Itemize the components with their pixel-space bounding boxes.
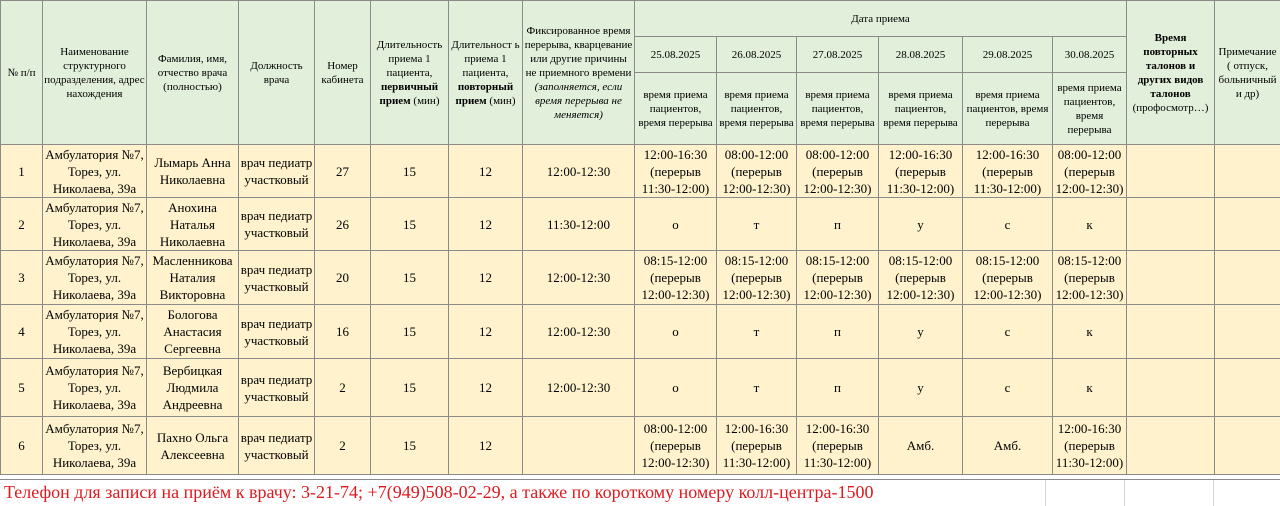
repeat-talons-bold: Время повторных талонов и других видов талонов: [1138, 32, 1204, 100]
cell-duration-repeat: 12: [449, 145, 523, 198]
cell-note: [1215, 417, 1280, 475]
cell-duration-first: 15: [371, 251, 449, 305]
cell-cabinet: 26: [315, 198, 371, 251]
cell-day-schedule: о: [635, 359, 717, 417]
cell-duration-first: 15: [371, 417, 449, 475]
cell-note: [1215, 305, 1280, 359]
cell-day-schedule: к: [1053, 198, 1127, 251]
duration-repeat-bold: повторный прием: [456, 81, 514, 107]
cell-subdivision: Амбулатория №7, Торез, ул. Николаева, 39а: [43, 359, 147, 417]
cell-day-schedule: 08:00-12:00 (перерыв 12:00-12:30): [635, 417, 717, 475]
cell-day-schedule: 08:00-12:00 (перерыв 12:00-12:30): [717, 145, 797, 198]
header-date-sub: время приема пациентов, время перерыва: [1053, 73, 1127, 145]
cell-break: 12:00-12:30: [523, 251, 635, 305]
break-main-text: Фиксированное время перерыва, кварцевание или другие причины не приемного времени: [525, 25, 633, 79]
cell-divider: [1213, 480, 1214, 506]
cell-day-schedule: у: [879, 198, 963, 251]
cell-day-schedule: с: [963, 359, 1053, 417]
cell-doctor-name: Пахно Ольга Алексеевна: [147, 417, 239, 475]
header-date-sub: время приема пациентов, время перерыва: [963, 73, 1053, 145]
cell-duration-repeat: 12: [449, 417, 523, 475]
cell-duration-repeat: 12: [449, 305, 523, 359]
cell-position: врач педиатр участковый: [239, 359, 315, 417]
cell-day-schedule: т: [717, 359, 797, 417]
cell-day-schedule: 08:15-12:00 (перерыв 12:00-12:30): [635, 251, 717, 305]
cell-note: [1215, 359, 1280, 417]
table-row: [1, 305, 1280, 359]
cell-doctor-name: Масленникова Наталия Викторовна: [147, 251, 239, 305]
table-row: [1, 359, 1280, 417]
duration-first-text: Длительность приема 1 пациента,: [377, 39, 442, 79]
repeat-talons-extra: (профосмотр…): [1133, 102, 1209, 114]
cell-cabinet: 27: [315, 145, 371, 198]
cell-day-schedule: Амб.: [879, 417, 963, 475]
header-position: Должность врача: [239, 1, 315, 145]
cell-num: 6: [1, 417, 43, 475]
header-cabinet: Номер кабинета: [315, 1, 371, 145]
cell-day-schedule: 12:00-16:30 (перерыв 11:30-12:00): [797, 417, 879, 475]
cell-num: 4: [1, 305, 43, 359]
cell-subdivision: Амбулатория №7, Торез, ул. Николаева, 39а: [43, 305, 147, 359]
cell-duration-first: 15: [371, 305, 449, 359]
header-date: 27.08.2025: [797, 37, 879, 73]
cell-doctor-name: Бологова Анастасия Сергеевна: [147, 305, 239, 359]
cell-day-schedule: т: [717, 305, 797, 359]
cell-day-schedule: п: [797, 359, 879, 417]
cell-num: 1: [1, 145, 43, 198]
cell-divider: [1045, 480, 1046, 506]
cell-break: 12:00-12:30: [523, 305, 635, 359]
cell-day-schedule: 08:15-12:00 (перерыв 12:00-12:30): [879, 251, 963, 305]
cell-position: врач педиатр участковый: [239, 198, 315, 251]
cell-subdivision: Амбулатория №7, Торез, ул. Николаева, 39а: [43, 198, 147, 251]
cell-day-schedule: у: [879, 359, 963, 417]
header-date-sub: время приема пациентов, время перерыва: [717, 73, 797, 145]
cell-duration-first: 15: [371, 198, 449, 251]
cell-day-schedule: 08:15-12:00 (перерыв 12:00-12:30): [1053, 251, 1127, 305]
header-date-sub: время приема пациентов, время перерыва: [635, 73, 717, 145]
header-duration-first: [371, 1, 449, 145]
header-date: 29.08.2025: [963, 37, 1053, 73]
cell-day-schedule: 08:15-12:00 (перерыв 12:00-12:30): [797, 251, 879, 305]
header-duration-repeat: [449, 1, 523, 145]
header-break: [523, 1, 635, 145]
table-row: [1, 417, 1280, 475]
cell-day-schedule: к: [1053, 305, 1127, 359]
cell-break: 12:00-12:30: [523, 359, 635, 417]
header-num: № п/п: [1, 1, 43, 145]
cell-day-schedule: 12:00-16:30 (перерыв 11:30-12:00): [879, 145, 963, 198]
cell-day-schedule: Амб.: [963, 417, 1053, 475]
cell-day-schedule: с: [963, 198, 1053, 251]
cell-doctor-name: Вербицкая Людмила Андреевна: [147, 359, 239, 417]
header-subdivision: Наименование структурного подразделения, адрес нахождения: [43, 1, 147, 145]
cell-duration-repeat: 12: [449, 198, 523, 251]
cell-note: [1215, 145, 1280, 198]
cell-repeat-talons: [1127, 145, 1215, 198]
header-doctor-name: Фамилия, имя, отчество врача (полностью): [147, 1, 239, 145]
cell-num: 5: [1, 359, 43, 417]
cell-duration-first: 15: [371, 359, 449, 417]
cell-duration-repeat: 12: [449, 359, 523, 417]
table-row: [1, 145, 1280, 198]
header-date: 25.08.2025: [635, 37, 717, 73]
cell-num: 2: [1, 198, 43, 251]
cell-repeat-talons: [1127, 417, 1215, 475]
cell-subdivision: Амбулатория №7, Торез, ул. Николаева, 39а: [43, 417, 147, 475]
header-repeat-talons: [1127, 1, 1215, 145]
phone-info-text: Телефон для записи на приём к врачу: 3-21-74; +7(949)508-02-29, а также по короткому номеру колл-центра-1500: [4, 482, 873, 503]
cell-position: врач педиатр участковый: [239, 145, 315, 198]
duration-repeat-unit: (мин): [489, 95, 515, 107]
cell-day-schedule: 12:00-16:30 (перерыв 11:30-12:00): [963, 145, 1053, 198]
duration-first-bold: первичный прием: [380, 81, 439, 107]
cell-break: [523, 417, 635, 475]
cell-cabinet: 16: [315, 305, 371, 359]
header-date: 28.08.2025: [879, 37, 963, 73]
cell-subdivision: Амбулатория №7, Торез, ул. Николаева, 39а: [43, 251, 147, 305]
cell-day-schedule: о: [635, 198, 717, 251]
cell-position: врач педиатр участковый: [239, 417, 315, 475]
cell-repeat-talons: [1127, 305, 1215, 359]
table-row: [1, 251, 1280, 305]
cell-day-schedule: 12:00-16:30 (перерыв 11:30-12:00): [717, 417, 797, 475]
cell-day-schedule: к: [1053, 359, 1127, 417]
duration-repeat-text: Длительност ь приема 1 пациента,: [451, 39, 519, 79]
cell-day-schedule: у: [879, 305, 963, 359]
cell-day-schedule: 12:00-16:30 (перерыв 11:30-12:00): [1053, 417, 1127, 475]
cell-position: врач педиатр участковый: [239, 251, 315, 305]
cell-break: 11:30-12:00: [523, 198, 635, 251]
cell-position: врач педиатр участковый: [239, 305, 315, 359]
cell-day-schedule: 12:00-16:30 (перерыв 11:30-12:00): [635, 145, 717, 198]
cell-doctor-name: Лымарь Анна Николаевна: [147, 145, 239, 198]
header-note: Примечание ( отпуск, больничный и др): [1215, 1, 1280, 145]
cell-note: [1215, 251, 1280, 305]
duration-first-unit: (мин): [413, 95, 439, 107]
cell-break: 12:00-12:30: [523, 145, 635, 198]
cell-cabinet: 20: [315, 251, 371, 305]
cell-day-schedule: п: [797, 305, 879, 359]
cell-day-schedule: 08:15-12:00 (перерыв 12:00-12:30): [717, 251, 797, 305]
header-date-sub: время приема пациентов, время перерыва: [879, 73, 963, 145]
header-date-sub: время приема пациентов, время перерыва: [797, 73, 879, 145]
phone-info-row: [0, 479, 1280, 506]
cell-day-schedule: 08:00-12:00 (перерыв 12:00-12:30): [797, 145, 879, 198]
cell-duration-first: 15: [371, 145, 449, 198]
cell-day-schedule: п: [797, 198, 879, 251]
cell-duration-repeat: 12: [449, 251, 523, 305]
cell-repeat-talons: [1127, 359, 1215, 417]
cell-repeat-talons: [1127, 198, 1215, 251]
cell-day-schedule: т: [717, 198, 797, 251]
header-date: 26.08.2025: [717, 37, 797, 73]
cell-num: 3: [1, 251, 43, 305]
table-row: [1, 198, 1280, 251]
cell-divider: [1124, 480, 1125, 506]
header-date: 30.08.2025: [1053, 37, 1127, 73]
cell-cabinet: 2: [315, 417, 371, 475]
cell-day-schedule: 08:00-12:00 (перерыв 12:00-12:30): [1053, 145, 1127, 198]
break-note-text: (заполняется, если время перерыва не меняется): [535, 81, 623, 121]
cell-repeat-talons: [1127, 251, 1215, 305]
cell-subdivision: Амбулатория №7, Торез, ул. Николаева, 39а: [43, 145, 147, 198]
cell-cabinet: 2: [315, 359, 371, 417]
cell-day-schedule: с: [963, 305, 1053, 359]
cell-note: [1215, 198, 1280, 251]
cell-doctor-name: Анохина Наталья Николаевна: [147, 198, 239, 251]
header-date-group: Дата приема: [635, 1, 1127, 37]
cell-day-schedule: о: [635, 305, 717, 359]
cell-day-schedule: 08:15-12:00 (перерыв 12:00-12:30): [963, 251, 1053, 305]
